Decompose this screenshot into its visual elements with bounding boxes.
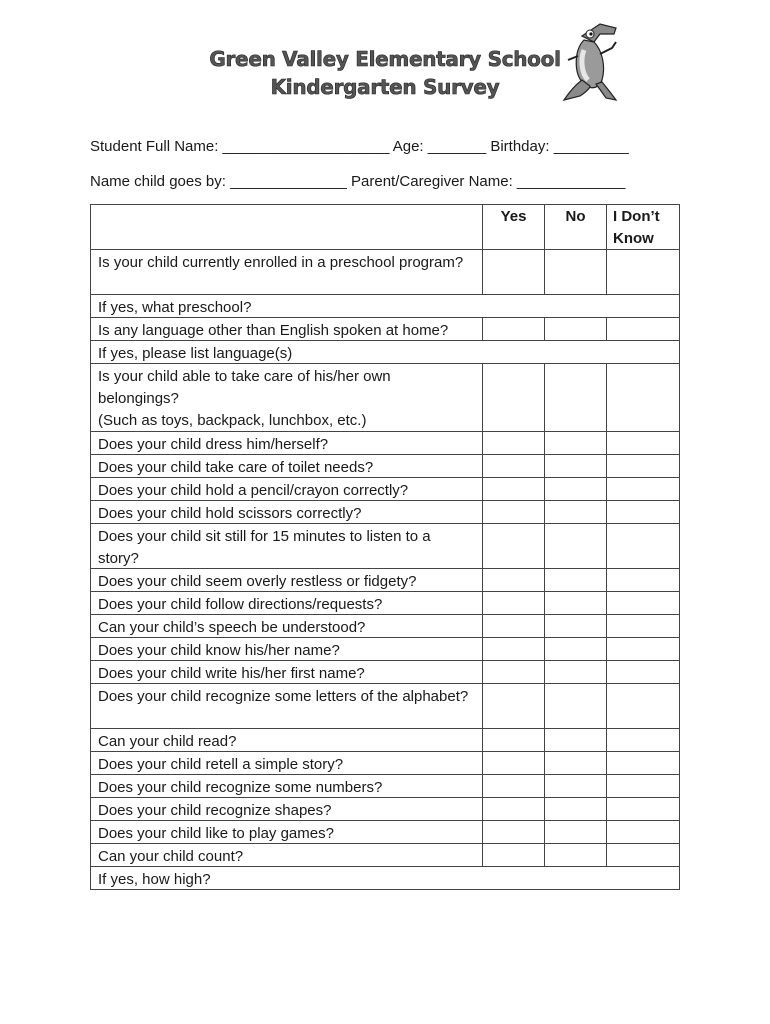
question-row: Is any language other than English spoken at home?: [90, 317, 483, 341]
answer-yes-checkbox[interactable]: [482, 431, 545, 455]
answer-dont-know-checkbox[interactable]: [606, 454, 680, 478]
answer-yes-checkbox[interactable]: [482, 774, 545, 798]
survey-title-subtitle: Kindergarten Survey: [270, 75, 500, 99]
question-row: Does your child recognize some numbers?: [90, 774, 483, 798]
answer-no-checkbox[interactable]: [544, 568, 607, 592]
answer-dont-know-checkbox[interactable]: [606, 500, 680, 524]
question-row: Does your child recognize shapes?: [90, 797, 483, 821]
question-row: Does your child recognize some letters of the alphabet?: [90, 683, 483, 729]
answer-dont-know-checkbox[interactable]: [606, 591, 680, 615]
question-row: Does your child retell a simple story?: [90, 751, 483, 775]
student-info-line[interactable]: Student Full Name: ____________________ Age: _______ Birthday: _________: [90, 138, 629, 155]
answer-dont-know-checkbox[interactable]: [606, 249, 680, 295]
answer-no-checkbox[interactable]: [544, 317, 607, 341]
answer-dont-know-checkbox[interactable]: [606, 568, 680, 592]
answer-yes-checkbox[interactable]: [482, 637, 545, 661]
answer-yes-checkbox[interactable]: [482, 728, 545, 752]
table-header-blank: [90, 204, 483, 250]
question-row: If yes, please list language(s): [90, 340, 680, 364]
answer-dont-know-checkbox[interactable]: [606, 843, 680, 867]
answer-yes-checkbox[interactable]: [482, 660, 545, 684]
column-header-yes: Yes: [482, 204, 545, 250]
answer-yes-checkbox[interactable]: [482, 591, 545, 615]
answer-no-checkbox[interactable]: [544, 660, 607, 684]
question-row: Does your child hold scissors correctly?: [90, 500, 483, 524]
question-row: Does your child hold a pencil/crayon correctly?: [90, 477, 483, 501]
answer-no-checkbox[interactable]: [544, 431, 607, 455]
answer-yes-checkbox[interactable]: [482, 820, 545, 844]
question-row: If yes, what preschool?: [90, 294, 680, 318]
question-row: Does your child like to play games?: [90, 820, 483, 844]
answer-dont-know-checkbox[interactable]: [606, 774, 680, 798]
answer-dont-know-checkbox[interactable]: [606, 660, 680, 684]
answer-dont-know-checkbox[interactable]: [606, 317, 680, 341]
answer-dont-know-checkbox[interactable]: [606, 728, 680, 752]
question-row: Does your child know his/her name?: [90, 637, 483, 661]
parent-info-line[interactable]: Name child goes by: ______________ Parent/Caregiver Name: _____________: [90, 173, 626, 190]
answer-yes-checkbox[interactable]: [482, 317, 545, 341]
answer-no-checkbox[interactable]: [544, 774, 607, 798]
survey-title-school: Green Valley Elementary School: [209, 47, 561, 71]
answer-no-checkbox[interactable]: [544, 591, 607, 615]
answer-yes-checkbox[interactable]: [482, 454, 545, 478]
answer-no-checkbox[interactable]: [544, 843, 607, 867]
answer-no-checkbox[interactable]: [544, 500, 607, 524]
question-row: If yes, how high?: [90, 866, 680, 890]
answer-yes-checkbox[interactable]: [482, 363, 545, 432]
alligator-mascot-icon: [560, 20, 622, 104]
question-row: Does your child sit still for 15 minutes to listen to a story?: [90, 523, 483, 569]
answer-yes-checkbox[interactable]: [482, 568, 545, 592]
question-row: Does your child follow directions/requests?: [90, 591, 483, 615]
question-row: Is your child able to take care of his/her own belongings? (Such as toys, backpack, lunchbox, etc.): [90, 363, 483, 432]
answer-no-checkbox[interactable]: [544, 728, 607, 752]
column-header-no: No: [544, 204, 607, 250]
answer-no-checkbox[interactable]: [544, 683, 607, 729]
answer-dont-know-checkbox[interactable]: [606, 614, 680, 638]
answer-no-checkbox[interactable]: [544, 797, 607, 821]
answer-yes-checkbox[interactable]: [482, 683, 545, 729]
answer-dont-know-checkbox[interactable]: [606, 637, 680, 661]
question-row: Can your child read?: [90, 728, 483, 752]
question-row: Does your child seem overly restless or fidgety?: [90, 568, 483, 592]
answer-dont-know-checkbox[interactable]: [606, 363, 680, 432]
question-row: Does your child dress him/herself?: [90, 431, 483, 455]
answer-no-checkbox[interactable]: [544, 751, 607, 775]
answer-dont-know-checkbox[interactable]: [606, 797, 680, 821]
answer-yes-checkbox[interactable]: [482, 797, 545, 821]
answer-yes-checkbox[interactable]: [482, 500, 545, 524]
answer-yes-checkbox[interactable]: [482, 523, 545, 569]
answer-dont-know-checkbox[interactable]: [606, 751, 680, 775]
answer-no-checkbox[interactable]: [544, 363, 607, 432]
question-row: Can your child count?: [90, 843, 483, 867]
answer-no-checkbox[interactable]: [544, 820, 607, 844]
answer-dont-know-checkbox[interactable]: [606, 820, 680, 844]
question-row: Does your child write his/her first name?: [90, 660, 483, 684]
answer-yes-checkbox[interactable]: [482, 249, 545, 295]
question-row: Can your child’s speech be understood?: [90, 614, 483, 638]
answer-no-checkbox[interactable]: [544, 614, 607, 638]
answer-dont-know-checkbox[interactable]: [606, 477, 680, 501]
answer-no-checkbox[interactable]: [544, 249, 607, 295]
answer-dont-know-checkbox[interactable]: [606, 523, 680, 569]
question-row: Does your child take care of toilet needs?: [90, 454, 483, 478]
question-row: Is your child currently enrolled in a preschool program?: [90, 249, 483, 295]
answer-dont-know-checkbox[interactable]: [606, 683, 680, 729]
answer-no-checkbox[interactable]: [544, 477, 607, 501]
answer-yes-checkbox[interactable]: [482, 751, 545, 775]
answer-dont-know-checkbox[interactable]: [606, 431, 680, 455]
answer-no-checkbox[interactable]: [544, 454, 607, 478]
column-header-dont-know: I Don’t Know: [606, 204, 680, 250]
answer-yes-checkbox[interactable]: [482, 477, 545, 501]
answer-yes-checkbox[interactable]: [482, 843, 545, 867]
answer-yes-checkbox[interactable]: [482, 614, 545, 638]
answer-no-checkbox[interactable]: [544, 523, 607, 569]
answer-no-checkbox[interactable]: [544, 637, 607, 661]
